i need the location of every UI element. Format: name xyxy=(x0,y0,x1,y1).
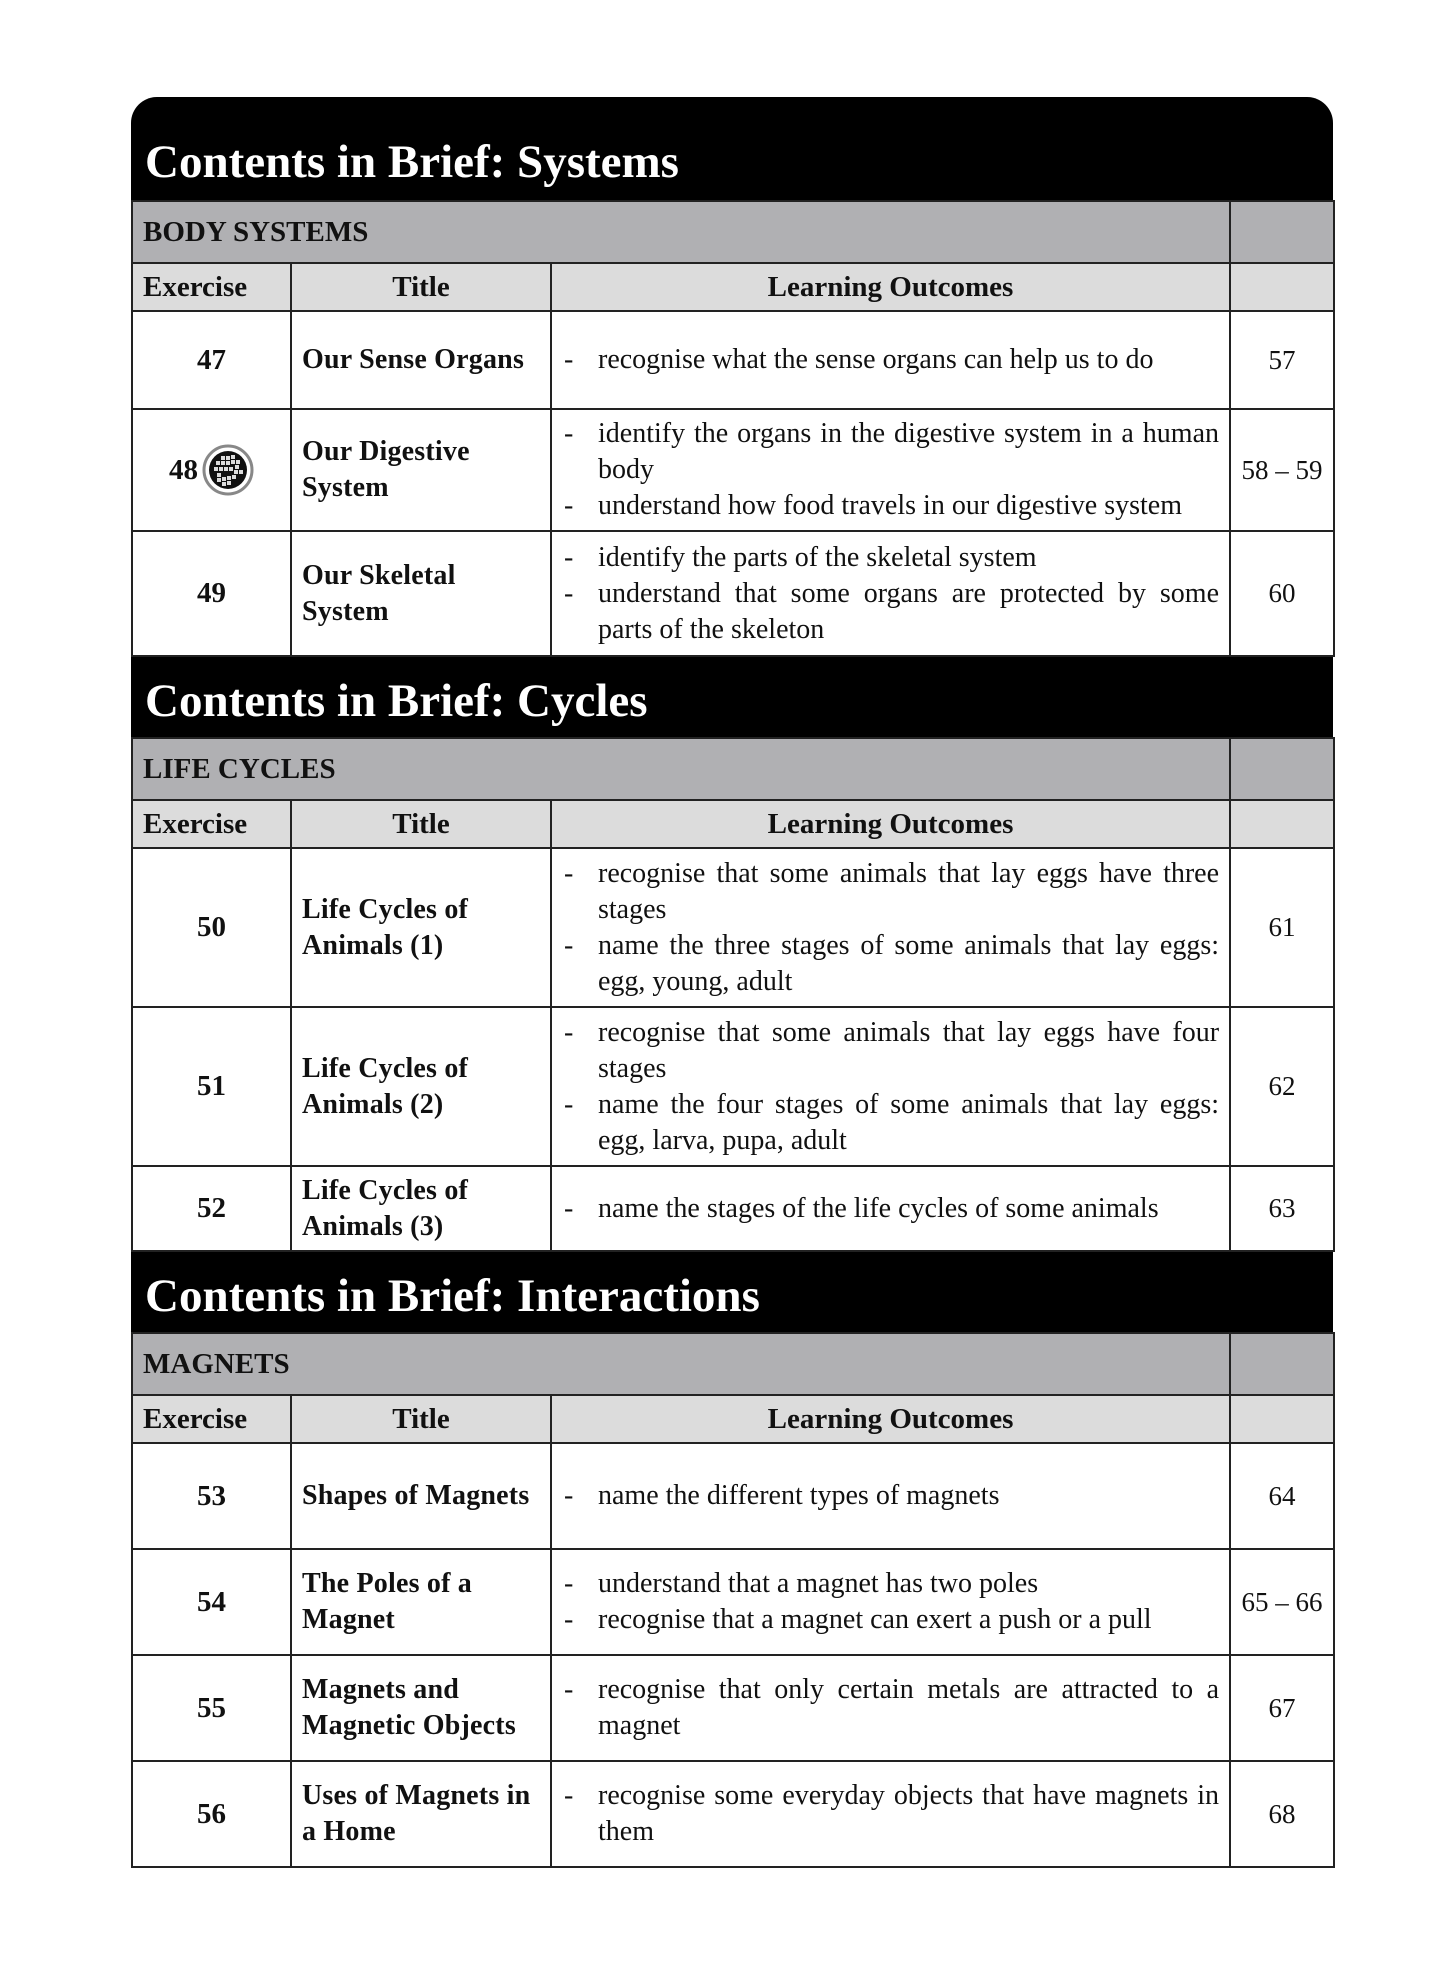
col-header-outcomes: Learning Outcomes xyxy=(551,800,1230,848)
bullet-dash: - xyxy=(564,1192,574,1224)
exercise-number: 52 xyxy=(132,1166,291,1251)
bullet-dash: - xyxy=(564,577,574,609)
col-header-exercise: Exercise xyxy=(132,263,291,311)
outcome-item xyxy=(562,342,1219,378)
outcome-text: identify the parts of the skeletal system xyxy=(598,541,1037,573)
bullet-dash: - xyxy=(564,490,574,521)
contents-table-systems xyxy=(131,200,1335,657)
topic-band xyxy=(132,738,1334,800)
bullet-dash: - xyxy=(564,857,574,889)
table-row xyxy=(132,1166,1334,1251)
outcome-text: understand that a magnet has two poles xyxy=(598,1568,1039,1599)
exercise-title: Life Cycles of Animals (3) xyxy=(291,1166,551,1251)
bullet-dash: - xyxy=(564,1604,574,1635)
page-range: 67 xyxy=(1230,1655,1334,1761)
table-row xyxy=(132,1007,1334,1166)
exercise-title: Shapes of Magnets xyxy=(291,1443,551,1549)
bullet-dash: - xyxy=(564,344,574,375)
table-row xyxy=(132,1549,1334,1655)
outcome-text: understand how food travels in our digestive system xyxy=(598,490,1183,521)
crossword-badge-icon xyxy=(202,444,254,496)
exercise-number: 55 xyxy=(132,1655,291,1761)
page-range: 62 xyxy=(1230,1007,1334,1166)
outcome-item xyxy=(562,1191,1219,1227)
bullet-dash: - xyxy=(564,929,574,961)
table-row xyxy=(132,1443,1334,1549)
learning-outcomes xyxy=(551,311,1230,409)
outcome-item xyxy=(562,1478,1219,1514)
bullet-dash: - xyxy=(564,1568,574,1599)
bullet-dash: - xyxy=(564,1016,574,1048)
outcome-text: recognise that some animals that lay eggs have four stages xyxy=(598,1016,1220,1084)
section-heading-text: Contents in Brief: Interactions xyxy=(145,1270,760,1322)
outcome-text: recognise that only certain metals are attracted to a magnet xyxy=(598,1674,1220,1741)
col-header-pages xyxy=(1230,263,1334,311)
exercise-number: 49 xyxy=(132,531,291,656)
outcome-item xyxy=(562,928,1219,1000)
bullet-dash: - xyxy=(564,541,574,573)
contents-table-cycles xyxy=(131,737,1335,1252)
exercise-number: 50 xyxy=(132,848,291,1007)
column-header-row xyxy=(132,263,1334,311)
page-range: 64 xyxy=(1230,1443,1334,1549)
table-row xyxy=(132,531,1334,656)
exercise-number: 53 xyxy=(132,1443,291,1549)
outcome-text: name the stages of the life cycles of some animals xyxy=(598,1192,1159,1224)
col-header-title: Title xyxy=(291,263,551,311)
topic-band-blank xyxy=(1230,738,1334,800)
outcome-text: understand that some organs are protected by some parts of the skeleton xyxy=(598,577,1219,645)
table-row xyxy=(132,409,1334,531)
contents-sheet xyxy=(131,97,1333,1868)
page-range: 61 xyxy=(1230,848,1334,1007)
topic-label: LIFE CYCLES xyxy=(132,738,1230,800)
exercise-title: Our Sense Organs xyxy=(291,311,551,409)
bullet-dash: - xyxy=(564,1780,574,1811)
learning-outcomes xyxy=(551,848,1230,1007)
learning-outcomes xyxy=(551,1166,1230,1251)
outcome-item xyxy=(562,1087,1219,1159)
bullet-dash: - xyxy=(564,1674,574,1705)
learning-outcomes xyxy=(551,1761,1230,1867)
outcome-item xyxy=(562,488,1219,524)
contents-table-interactions xyxy=(131,1332,1335,1868)
col-header-outcomes: Learning Outcomes xyxy=(551,1395,1230,1443)
exercise-number: 48 xyxy=(169,453,198,486)
outcome-item xyxy=(562,1566,1219,1602)
section-heading-text: Contents in Brief: Systems xyxy=(145,136,679,188)
exercise-title: Our Skeletal System xyxy=(291,531,551,656)
column-header-row xyxy=(132,1395,1334,1443)
page-range: 68 xyxy=(1230,1761,1334,1867)
outcome-item xyxy=(562,1672,1219,1744)
exercise-number: 47 xyxy=(132,311,291,409)
topic-label: MAGNETS xyxy=(132,1333,1230,1395)
section-heading-cycles xyxy=(131,657,1333,737)
col-header-pages xyxy=(1230,1395,1334,1443)
exercise-number-cell xyxy=(132,409,291,531)
learning-outcomes xyxy=(551,531,1230,656)
learning-outcomes xyxy=(551,1549,1230,1655)
table-row xyxy=(132,1761,1334,1867)
topic-band-blank xyxy=(1230,201,1334,263)
page-range: 65 – 66 xyxy=(1230,1549,1334,1655)
outcome-text: name the three stages of some animals that lay eggs: egg, young, adult xyxy=(598,929,1220,997)
topic-label: BODY SYSTEMS xyxy=(132,201,1230,263)
outcome-item xyxy=(562,540,1219,576)
column-header-row xyxy=(132,800,1334,848)
outcome-text: recognise that some animals that lay eggs have three stages xyxy=(598,857,1220,925)
outcome-item xyxy=(562,1778,1219,1850)
outcome-text: name the different types of magnets xyxy=(598,1480,1000,1511)
col-header-exercise: Exercise xyxy=(132,800,291,848)
bullet-dash: - xyxy=(564,1088,574,1120)
outcome-text: recognise what the sense organs can help us to do xyxy=(598,344,1154,375)
col-header-title: Title xyxy=(291,800,551,848)
bullet-dash: - xyxy=(564,418,574,449)
section-heading-systems xyxy=(131,97,1333,200)
col-header-pages xyxy=(1230,800,1334,848)
page-range: 60 xyxy=(1230,531,1334,656)
outcome-text: recognise some everyday objects that have magnets in them xyxy=(598,1780,1220,1847)
learning-outcomes xyxy=(551,409,1230,531)
topic-band-blank xyxy=(1230,1333,1334,1395)
topic-band xyxy=(132,1333,1334,1395)
bullet-dash: - xyxy=(564,1480,574,1511)
exercise-title: Our Digestive System xyxy=(291,409,551,531)
outcome-item xyxy=(562,416,1219,488)
outcome-item xyxy=(562,1015,1219,1087)
table-row xyxy=(132,848,1334,1007)
page-range: 57 xyxy=(1230,311,1334,409)
outcome-text: identify the organs in the digestive system in a human body xyxy=(598,418,1219,485)
col-header-outcomes: Learning Outcomes xyxy=(551,263,1230,311)
table-row xyxy=(132,1655,1334,1761)
col-header-exercise: Exercise xyxy=(132,1395,291,1443)
page-range: 58 – 59 xyxy=(1230,409,1334,531)
col-header-title: Title xyxy=(291,1395,551,1443)
page-range: 63 xyxy=(1230,1166,1334,1251)
section-heading-text: Contents in Brief: Cycles xyxy=(145,675,648,727)
outcome-text: recognise that a magnet can exert a push or a pull xyxy=(598,1604,1152,1635)
exercise-title: The Poles of a Magnet xyxy=(291,1549,551,1655)
outcome-item xyxy=(562,576,1219,648)
exercise-number: 54 xyxy=(132,1549,291,1655)
exercise-title: Uses of Magnets in a Home xyxy=(291,1761,551,1867)
learning-outcomes xyxy=(551,1007,1230,1166)
exercise-title: Magnets and Magnetic Objects xyxy=(291,1655,551,1761)
table-row xyxy=(132,311,1334,409)
section-heading-interactions xyxy=(131,1252,1333,1332)
learning-outcomes xyxy=(551,1655,1230,1761)
exercise-title: Life Cycles of Animals (2) xyxy=(291,1007,551,1166)
exercise-number: 51 xyxy=(132,1007,291,1166)
outcome-item xyxy=(562,1602,1219,1638)
exercise-title: Life Cycles of Animals (1) xyxy=(291,848,551,1007)
outcome-text: name the four stages of some animals that lay eggs: egg, larva, pupa, adult xyxy=(598,1088,1220,1156)
exercise-number: 56 xyxy=(132,1761,291,1867)
learning-outcomes xyxy=(551,1443,1230,1549)
outcome-item xyxy=(562,856,1219,928)
topic-band xyxy=(132,201,1334,263)
